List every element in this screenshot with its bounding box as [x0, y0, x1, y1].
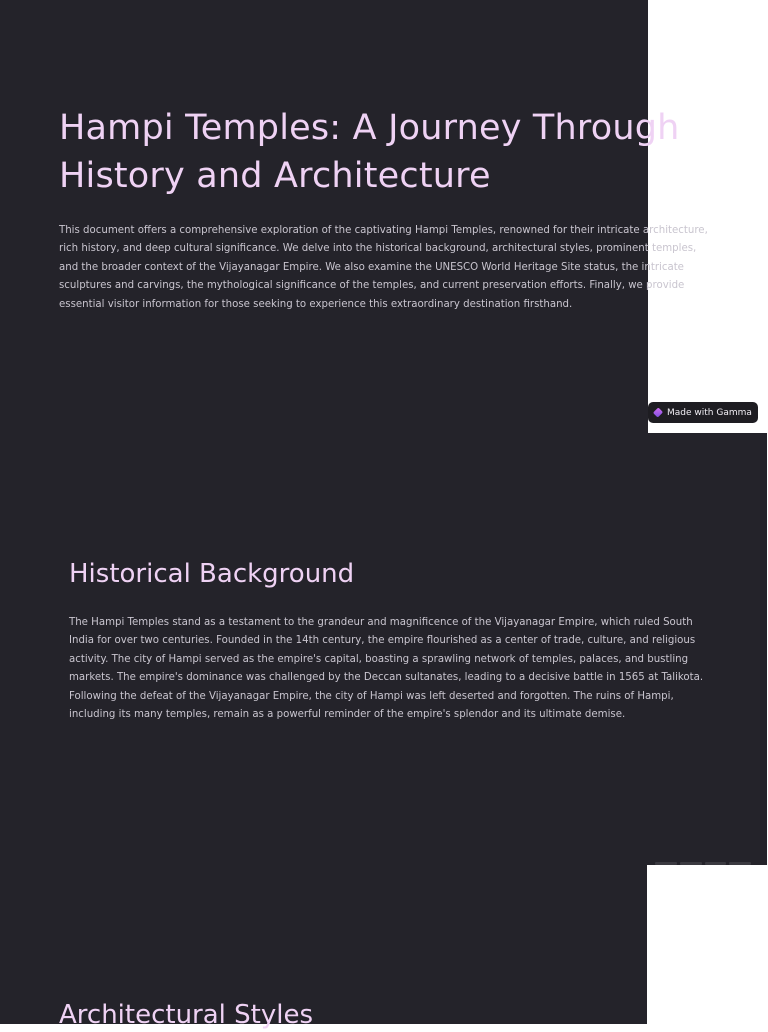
gamma-logo-icon — [653, 407, 663, 417]
slide-divider-strip — [655, 862, 751, 865]
divider-segment — [680, 862, 702, 865]
divider-segment — [729, 862, 751, 865]
section-title-architectural-styles: Architectural Styles — [59, 1000, 314, 1030]
intro-paragraph: This document offers a comprehensive exploration of the captivating Hampi Temples, renowned for their intricate architecture, rich history, and deep cultural significance. We delve into the historical background, architectural styles, prominent temples, and the broader context of the Vijayanagar Empire. We also examine the UNESCO World Heritage Site status, the intricate sculptures and carvings, the mythological significance of the temples, and current preservation efforts. Finally, we provide essential visitor information for those seeking to experience this extraordinary destination firsthand. — [59, 225, 708, 310]
historical-background-paragraph: The Hampi Temples stand as a testament to the grandeur and magnificence of the Vijayanagar Empire, which ruled South India for over two centuries. Founded in the 14th century, the empire flourished as a center of trade, culture, and religious activity. The city of Hampi served as the empire's capital, boasting a sprawling network of temples, palaces, and bustling markets. The empire's dominance was challenged by the Deccan sultanates, leading to a decisive battle in 1565 at Talikota. Following the defeat of the Vijayanagar Empire, the city of Hampi was left deserted and forgotten. The ruins of Hampi, including its many temples, remain as a powerful reminder of the empire's splendor and its ultimate demise. — [69, 617, 704, 721]
slide-1-background — [0, 0, 648, 433]
document-title: Hampi Temples: A Journey Through History and Architecture — [59, 108, 680, 196]
section-title-historical-background: Historical Background — [69, 559, 355, 589]
badge-label: Made with Gamma — [667, 407, 752, 418]
made-with-gamma-badge[interactable] — [648, 402, 758, 423]
divider-segment — [655, 862, 677, 865]
divider-segment — [705, 862, 727, 865]
